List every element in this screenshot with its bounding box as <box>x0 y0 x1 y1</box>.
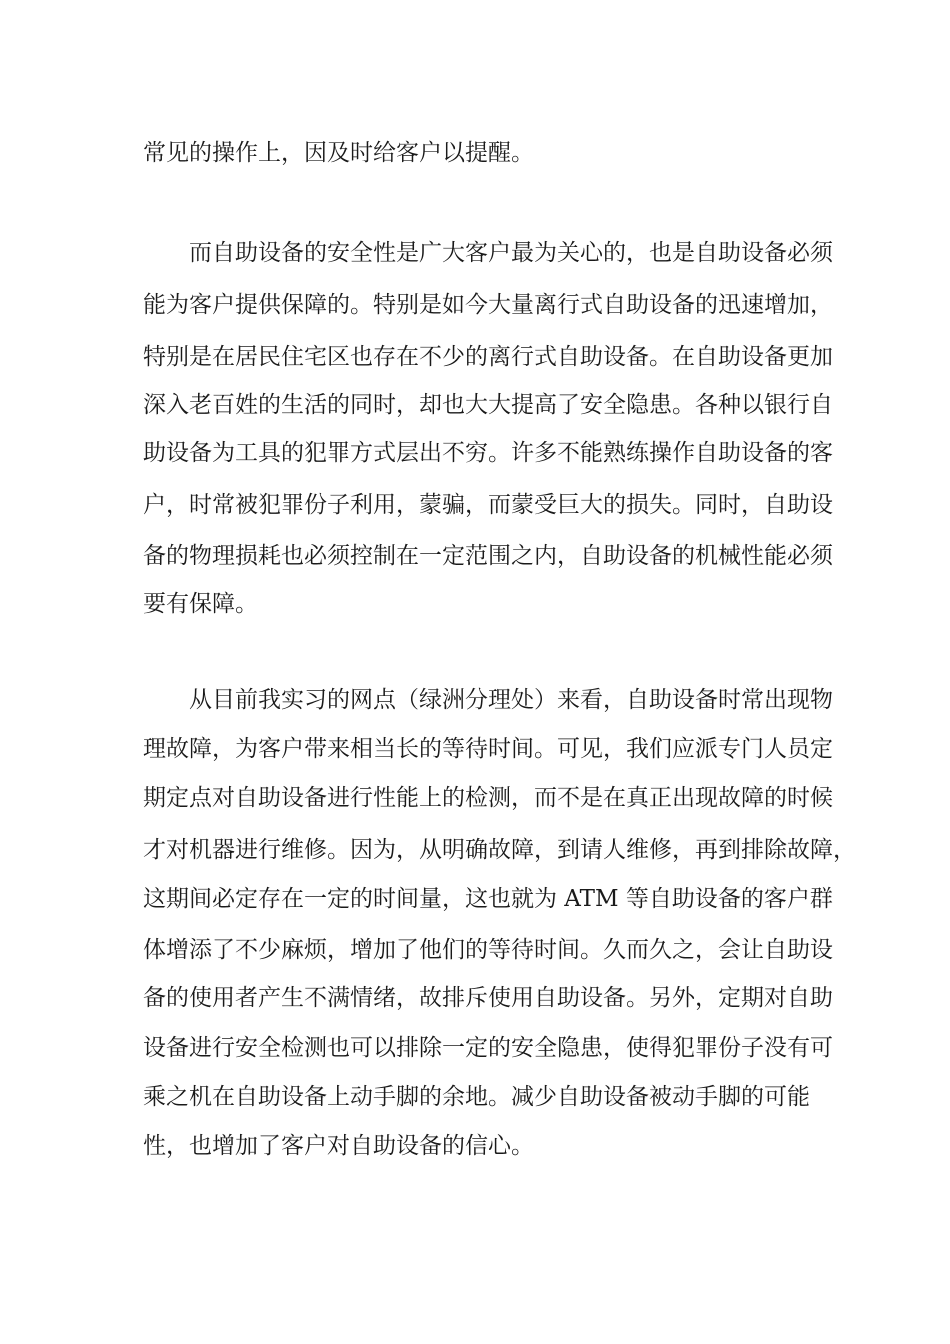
paragraph-2-line-5 <box>0 433 950 473</box>
text-line: 常见的操作上，因及时给客户以提醒。 <box>143 140 534 166</box>
text-line: 备的使用者产生不满情绪，故排斥使用自助设备。另外，定期对自助 <box>143 985 833 1011</box>
text-line: 要有保障。 <box>143 591 258 617</box>
text-line: 户，时常被犯罪份子利用，蒙骗，而蒙受巨大的损失。同时，自助设 <box>143 492 833 518</box>
paragraph-3-line-8 <box>0 1028 950 1068</box>
paragraph-2-line-3 <box>0 337 950 377</box>
paragraph-2-line-7 <box>0 536 950 576</box>
text-line: 性，也增加了客户对自助设备的信心。 <box>143 1133 534 1159</box>
paragraph-2-line-4 <box>0 385 950 425</box>
text-line: 设备进行安全检测也可以排除一定的安全隐患，使得犯罪份子没有可 <box>143 1035 833 1061</box>
paragraph-3-line-6 <box>0 930 950 970</box>
paragraph-3-line-9 <box>0 1077 950 1117</box>
paragraph-2-line-8 <box>0 584 950 624</box>
text-line: 才对机器进行维修。因为，从明确故障，到请人维修，再到排除故障， <box>143 837 856 863</box>
paragraph-2-line-6 <box>0 485 950 525</box>
paragraph-1-line-1 <box>0 133 950 173</box>
paragraph-2-line-1 <box>0 233 950 273</box>
text-line: 乘之机在自助设备上动手脚的余地。减少自助设备被动手脚的可能 <box>143 1084 810 1110</box>
text-line: 备的物理损耗也必须控制在一定范围之内，自助设备的机械性能必须 <box>143 543 833 569</box>
text-line: 体增添了不少麻烦，增加了他们的等待时间。久而久之，会让自助设 <box>143 937 833 963</box>
text-line: 这期间必定存在一定的时间量，这也就为 ATM 等自助设备的客户群 <box>143 886 833 912</box>
paragraph-3-line-5 <box>0 879 950 919</box>
text-line: 能为客户提供保障的。特别是如今大量离行式自助设备的迅速增加， <box>143 292 833 318</box>
text-line: 期定点对自助设备进行性能上的检测，而不是在真正出现故障的时候 <box>143 785 833 811</box>
paragraph-3-line-3 <box>0 778 950 818</box>
text-line: 而自助设备的安全性是广大客户最为关心的，也是自助设备必须 <box>189 240 833 266</box>
text-line: 理故障，为客户带来相当长的等待时间。可见，我们应派专门人员定 <box>143 736 833 762</box>
text-line: 深入老百姓的生活的同时，却也大大提高了安全隐患。各种以银行自 <box>143 392 833 418</box>
text-line: 特别是在居民住宅区也存在不少的离行式自助设备。在自助设备更加 <box>143 344 833 370</box>
paragraph-3-line-10 <box>0 1126 950 1166</box>
paragraph-3-line-7 <box>0 978 950 1018</box>
text-line: 从目前我实习的网点（绿洲分理处）来看，自助设备时常出现物 <box>189 687 833 713</box>
paragraph-3-line-1 <box>0 680 950 720</box>
paragraph-2-line-2 <box>0 285 950 325</box>
paragraph-3-line-2 <box>0 729 950 769</box>
paragraph-3-line-4 <box>0 830 950 870</box>
text-line: 助设备为工具的犯罪方式层出不穷。许多不能熟练操作自助设备的客 <box>143 440 833 466</box>
